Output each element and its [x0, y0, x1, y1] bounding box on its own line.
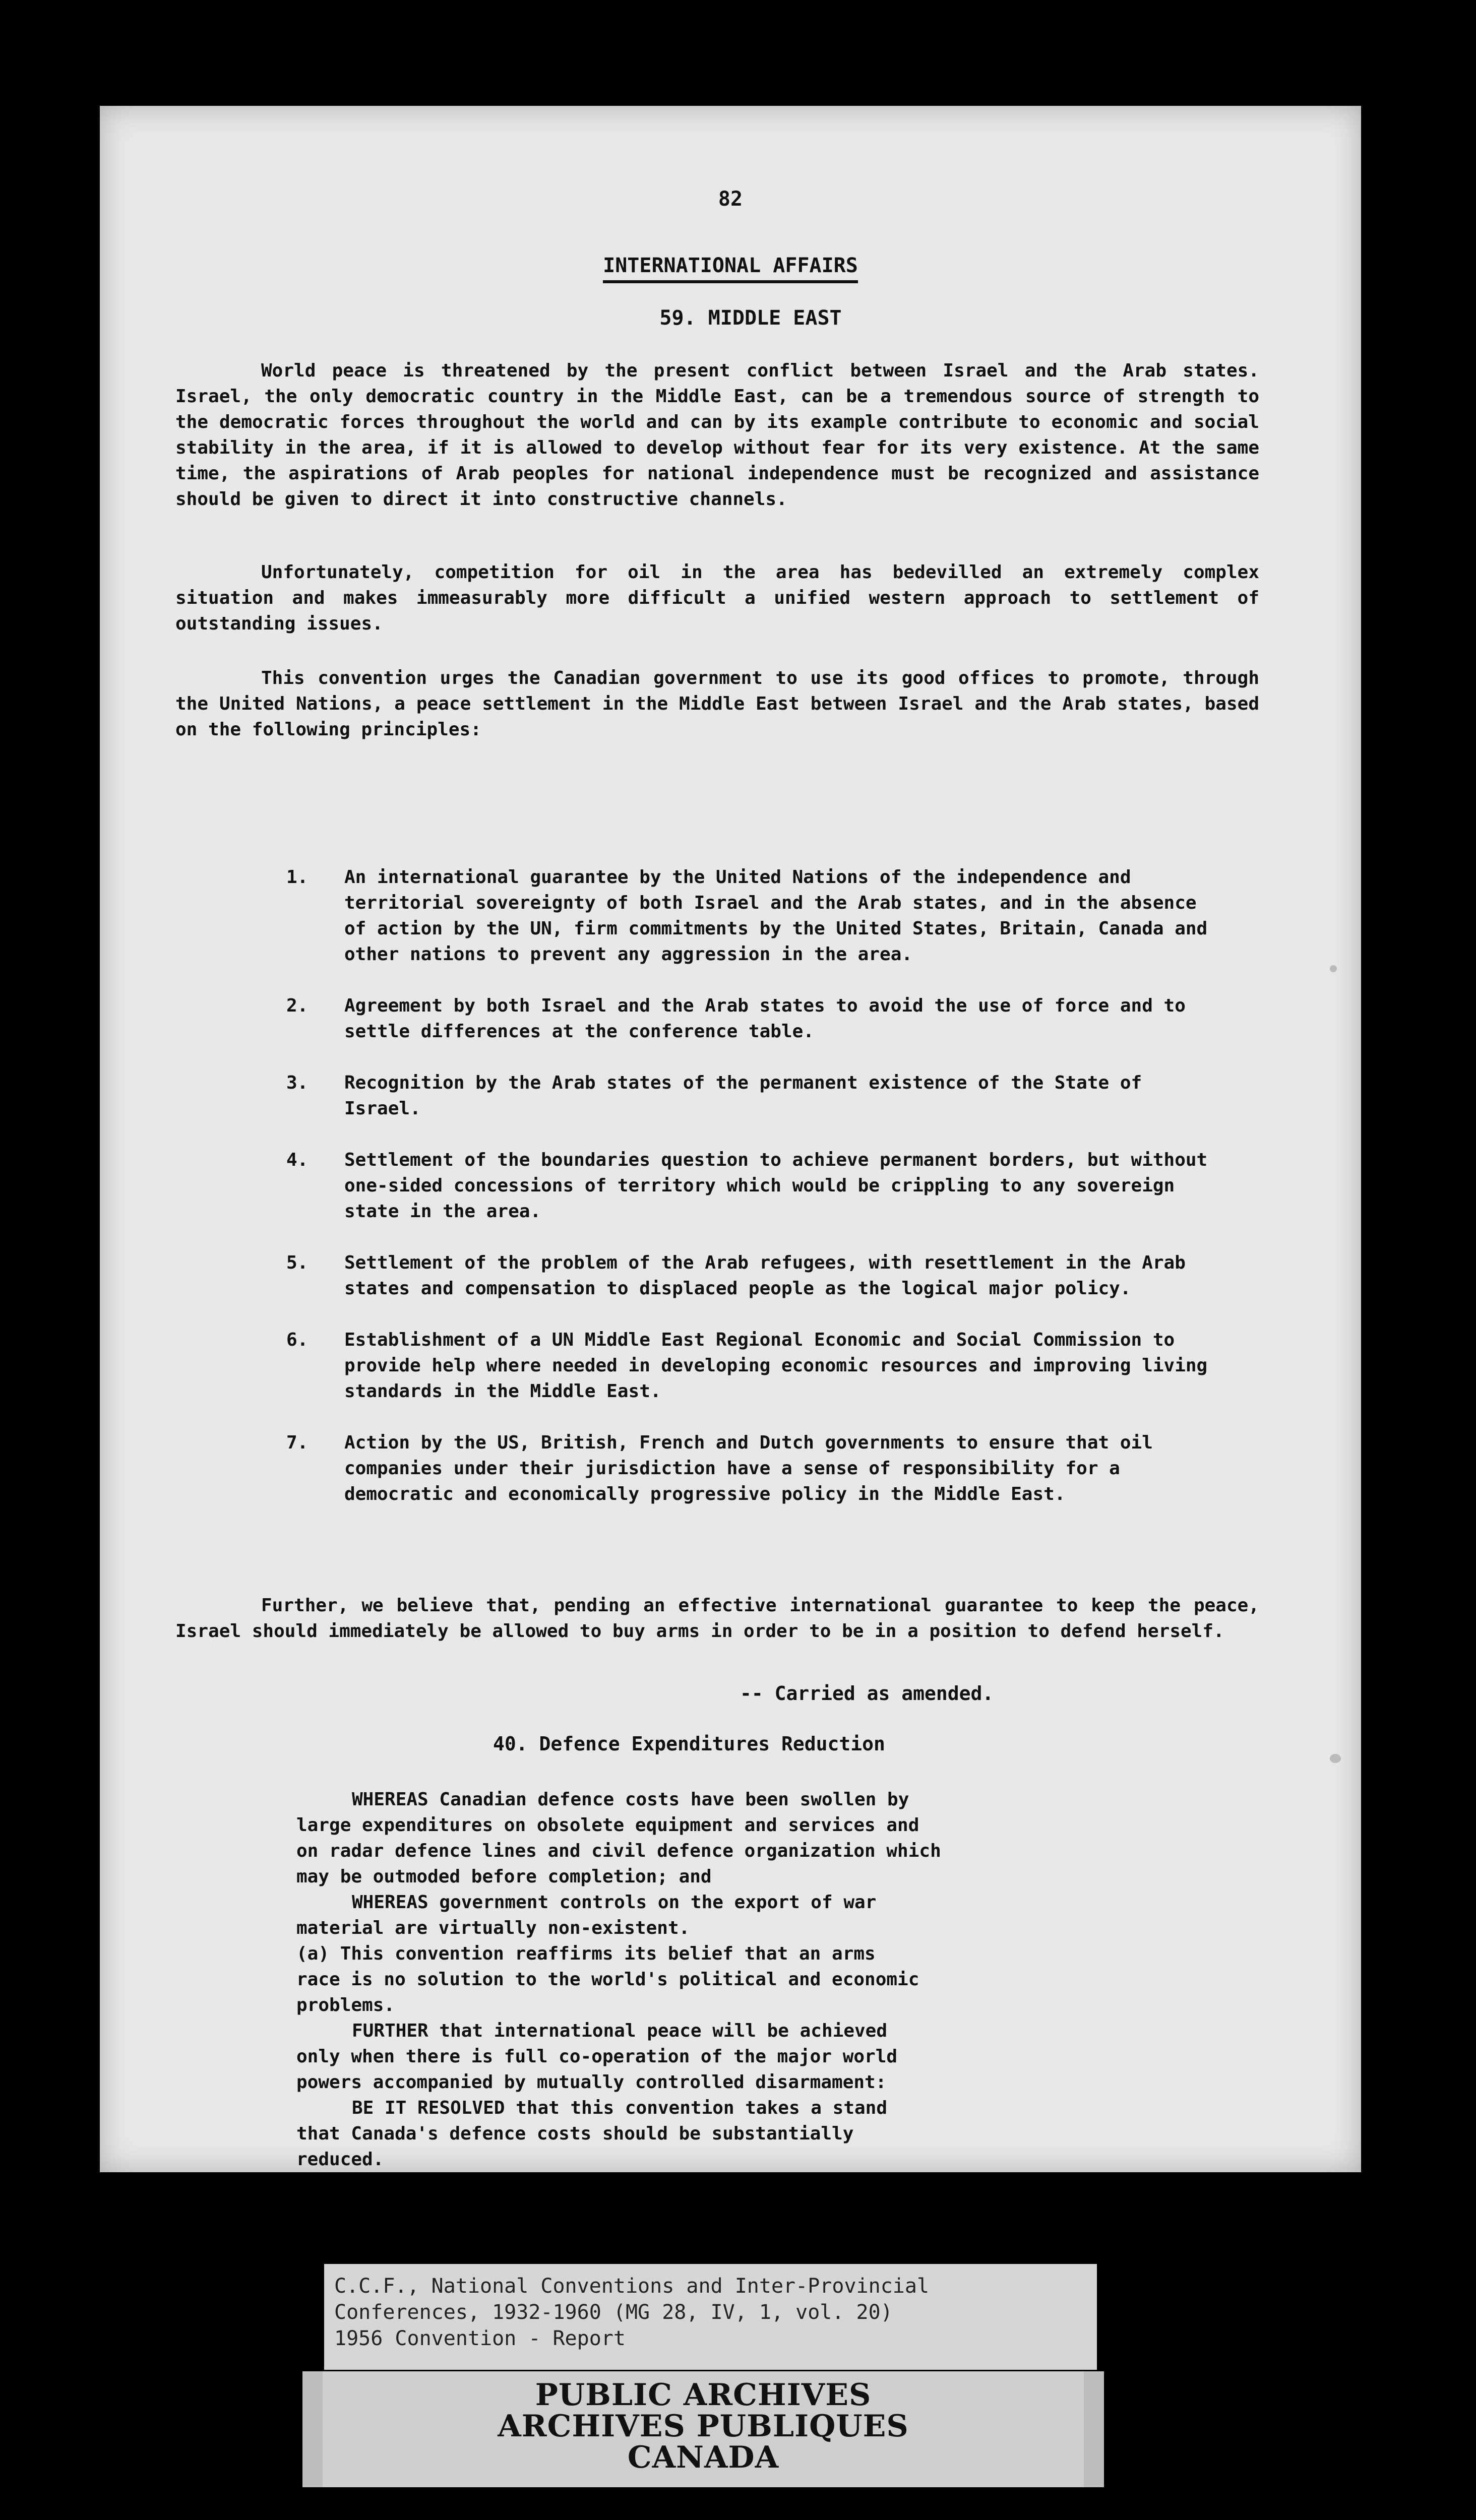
principle-item	[286, 1070, 1219, 1121]
resolution-40-line: material are virtually non-existent.	[296, 1918, 690, 1938]
citation-line-2: Conferences, 1932-1960 (MG 28, IV, 1, vol. 20)	[334, 2301, 893, 2324]
principle-number: 4.	[286, 1150, 309, 1170]
resolution-40-line: FURTHER that international peace will be achieved	[352, 2021, 888, 2041]
resolution-40-line: only when there is full co-operation of the major world	[296, 2046, 898, 2067]
resolution-40-line: that Canada's defence costs should be substantially	[296, 2123, 854, 2144]
citation-line-3: 1956 Convention - Report	[334, 2327, 626, 2350]
resolution-59-paragraph-3: This convention urges the Canadian government to use its good offices to promote, through the United Nations, a peace settlement in the Middle East between Israel and the Arab states, based on the following principles:	[175, 668, 1259, 740]
resolution-40-line: problems.	[296, 1995, 395, 2015]
section-heading	[100, 253, 1361, 279]
principle-text: An international guarantee by the United Nations of the independence and territorial sovereignty of both Israel and the Arab states, and in the absence of action by the UN, firm commitments by the United States, Britain, Canada and other nations to prevent any aggression in the area.	[344, 867, 1208, 965]
stamp-line-1: PUBLIC ARCHIVES	[535, 2377, 872, 2413]
principle-number: 3.	[286, 1073, 309, 1093]
resolution-40-line: (a) This convention reaffirms its belief that an arms	[296, 1943, 876, 1964]
principle-number: 6.	[286, 1330, 309, 1350]
resolution-59-title: 59. MIDDLE EAST	[659, 306, 842, 330]
resolution-40-line: powers accompanied by mutually controlled disarmament:	[296, 2072, 887, 2093]
resolution-59-paragraph-2: Unfortunately, competition for oil in the area has bedevilled an extremely complex situation and makes immeasurably more difficult a unified western approach to settlement of outstanding issues.	[175, 562, 1259, 634]
resolution-59-status: -- Carried as amended.	[740, 1682, 994, 1705]
scan-speck	[1330, 1754, 1341, 1763]
principle-number: 2.	[286, 995, 309, 1016]
archival-citation-label	[324, 2264, 1097, 2370]
resolution-40-line: reduced.	[296, 2149, 384, 2170]
stamp-line-2: ARCHIVES PUBLIQUES	[498, 2409, 909, 2444]
resolution-59-closing-paragraph: Further, we believe that, pending an effective international guarantee to keep the peace, Israel should immediately be allowed to buy arms in order to be in a position to defend herself.	[175, 1595, 1259, 1642]
principle-text: Settlement of the problem of the Arab refugees, with resettlement in the Arab states and compensation to displaced people as the logical major policy.	[344, 1252, 1186, 1299]
principle-text: Settlement of the boundaries question to achieve permanent borders, but without one-sided concessions of territory which would be crippling to any sovereign state in the area.	[344, 1150, 1208, 1222]
resolution-40-line: BE IT RESOLVED that this convention takes a stand	[352, 2098, 888, 2118]
resolution-40-line: race is no solution to the world's political and economic	[296, 1969, 919, 1990]
principle-text: Recognition by the Arab states of the permanent existence of the State of Israel.	[344, 1073, 1142, 1119]
principle-text: Establishment of a UN Middle East Regional Economic and Social Commission to provide help where needed in developing economic resources and improving living standards in the Middle East.	[344, 1330, 1208, 1402]
principles-list	[286, 864, 1219, 1533]
document-page	[100, 106, 1361, 2172]
stamp-line-3: CANADA	[627, 2440, 779, 2475]
principle-text: Agreement by both Israel and the Arab states to avoid the use of force and to settle differences at the conference table.	[344, 995, 1186, 1042]
resolution-59-paragraph-1: World peace is threatened by the present conflict between Israel and the Arab states. Israel, the only democratic country in the Middle East, can be a tremendous source of strength to the democratic forces throughout the world and can by its example contribute to economic and social stability in the area, if it is allowed to develop without fear for its very existence. At the same time, the aspirations of Arab peoples for national independence must be recognized and assistance should be given to direct it into constructive channels.	[175, 360, 1259, 510]
scan-speck	[1330, 965, 1337, 972]
resolution-40-line: may be outmoded before completion; and	[296, 1866, 712, 1887]
citation-line-1: C.C.F., National Conventions and Inter-Provincial	[334, 2275, 930, 2298]
principle-text: Action by the US, British, French and Dutch governments to ensure that oil companies under their jurisdiction have a sense of responsibility for a democratic and economically progressive policy in the Middle East.	[344, 1432, 1153, 1504]
resolution-40-line: on radar defence lines and civil defence organization which	[296, 1841, 941, 1861]
principle-item	[286, 993, 1219, 1044]
principle-item	[286, 1430, 1219, 1507]
principle-item	[286, 1327, 1219, 1404]
section-heading-text: INTERNATIONAL AFFAIRS	[603, 254, 858, 283]
principle-item	[286, 1250, 1219, 1301]
page-number: 82	[718, 187, 743, 211]
resolution-40-line: WHEREAS government controls on the export of war	[352, 1892, 877, 1913]
principle-number: 5.	[286, 1252, 309, 1273]
resolution-40-line: large expenditures on obsolete equipment and services and	[296, 1815, 919, 1836]
resolution-40-title: 40. Defence Expenditures Reduction	[493, 1733, 885, 1755]
principle-item	[286, 1147, 1219, 1224]
resolution-40-line: WHEREAS Canadian defence costs have been swollen by	[352, 1789, 909, 1810]
public-archives-stamp	[302, 2371, 1104, 2487]
principle-number: 7.	[286, 1432, 309, 1453]
principle-item	[286, 864, 1219, 967]
resolution-40-body	[296, 1787, 1153, 2172]
principle-number: 1.	[286, 867, 309, 888]
